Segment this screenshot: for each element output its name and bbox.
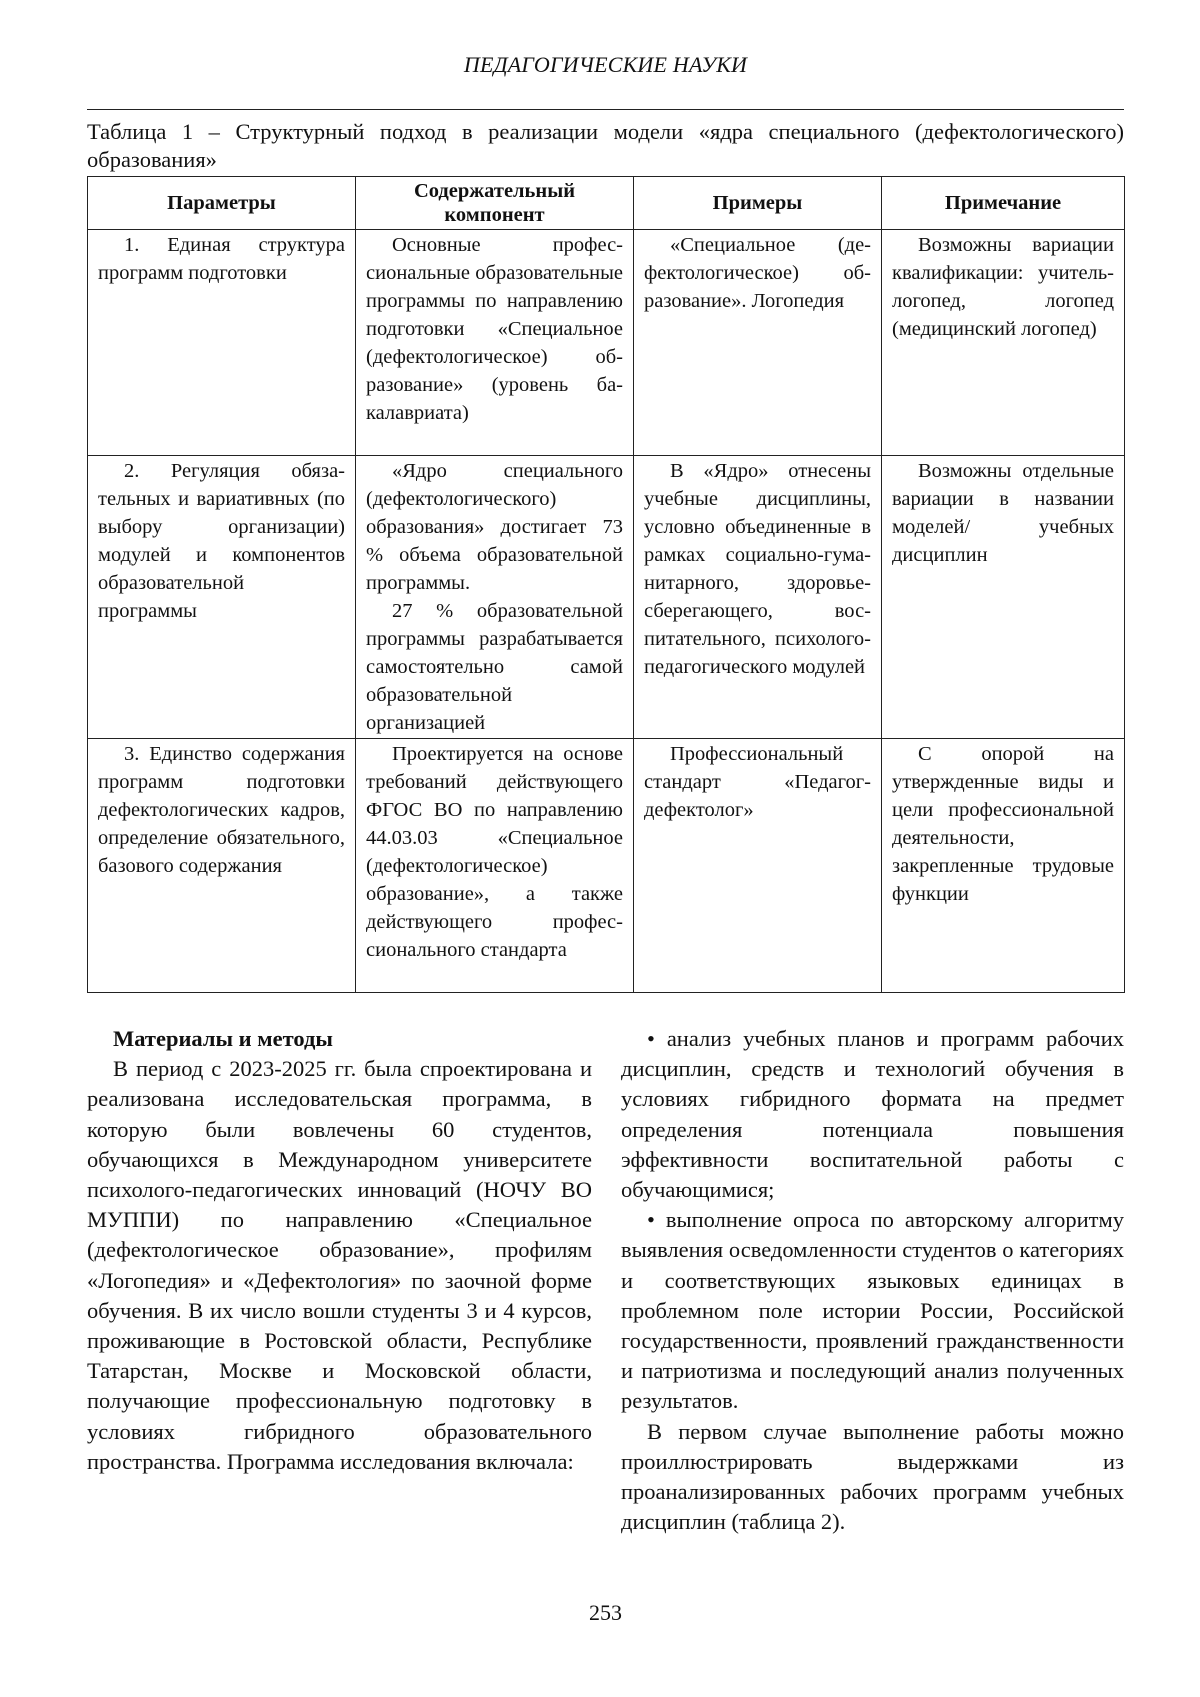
header-divider [87, 109, 1124, 110]
left-column [87, 1024, 592, 1477]
content-text: Основные профессиональные образовательные программы по направлению подготовки «Специальное (дефектологическое) образование» (уровень бакалавриата) [366, 234, 623, 424]
note-cell [882, 456, 1125, 739]
section-heading: Материалы и методы [113, 1026, 333, 1051]
parameter-cell [88, 739, 356, 993]
page-number: 253 [589, 1600, 622, 1625]
examples-cell [634, 456, 882, 739]
parameter-text: 1. Единая структура программ подготовки [98, 234, 345, 284]
note-cell [882, 230, 1125, 456]
column-header-examples: Примеры [634, 177, 882, 230]
content-text: «Ядро специального (дефектологического) образования» достигает 73 % объема образовательной программы. [366, 460, 623, 594]
body-paragraph: В первом случае выполнение работы можно проиллюстрировать выдержками из проанализированных рабочих программ учебных дисциплин (таблица 2). [621, 1418, 1124, 1535]
column-header-parameters: Параметры [88, 177, 356, 230]
content-cell [356, 739, 634, 993]
examples-cell [634, 230, 882, 456]
running-header: ПЕДАГОГИЧЕСКИЕ НАУКИ [463, 52, 748, 77]
table-row [88, 739, 1125, 993]
note-text: Возможны отдельные вариации в названии моделей/ учебных дисциплин [892, 460, 1114, 566]
bullet-item: • анализ учебных планов и программ рабочих дисциплин, средств и технологий обучения в условиях гибридного формата на предмет определения потенциала повышения эффективности воспитательной работы с обучающимися; [621, 1026, 1124, 1203]
content-text: 27 % образовательной программы разрабатывается самостоятельно самой образовательной организацией [366, 600, 623, 734]
examples-cell [634, 739, 882, 993]
examples-text: Профессиональный стандарт «Педагог-дефектолог» [644, 743, 871, 821]
note-cell [882, 739, 1125, 993]
table-caption: Таблица 1 – Структурный подход в реализации модели «ядра специального (дефектологического) образования» [87, 119, 1124, 172]
column-header-content: Содержательный компонент [356, 177, 634, 230]
parameter-text: 2. Регуляция обязательных и вариативных (по выбору организации) модулей и компонентов образовательной программы [98, 460, 345, 622]
parameter-cell [88, 456, 356, 739]
table-header-row [88, 177, 1125, 230]
examples-text: «Специальное (дефектологическое) образование». Логопедия [644, 234, 871, 312]
column-header-notes: Примечание [882, 177, 1125, 230]
content-text: Проектируется на основе требований действующего ФГОС ВО по направлению 44.03.03 «Специальное (дефектологическое) образование», а также действующего профессионального стандарта [366, 743, 623, 961]
note-text: С опорой на утвержденные виды и цели профессиональной деятельности, закрепленные трудовые функции [892, 743, 1114, 905]
parameter-cell [88, 230, 356, 456]
table-row [88, 456, 1125, 739]
note-text: Возможны вариации квалификации: учитель-логопед, логопед (медицинский логопед) [892, 234, 1114, 340]
body-paragraph: В период с 2023-2025 гг. была спроектирована и реализована исследовательская программа, в которую были вовлечены 60 студентов, обучающихся в Международном университете психолого-педагогических инноваций (НОЧУ ВО МУППИ) по направлению «Специальное (дефектологическое образование», профилям «Логопедия» и «Дефектология» по заочной форме обучения. В их число вошли студенты 3 и 4 курсов, проживающие в Ростовской области, Республике Татарстан, Москве и Московской области, получающие профессиональную подготовку в условиях гибридного образовательного пространства. Программа исследования включала: [87, 1056, 592, 1474]
table-1 [87, 176, 1125, 993]
parameter-text: 3. Единство содержания программ подготовки дефектологических кадров, определение обязательного, базового содержания [98, 743, 345, 877]
content-cell [356, 456, 634, 739]
right-column [621, 1024, 1124, 1537]
table-row [88, 230, 1125, 456]
content-cell [356, 230, 634, 456]
examples-text: В «Ядро» отнесены учебные дисциплины, условно объединенные в рамках социально-гуманитарного, здоровьесберегающего, воспитательного, психолого-педагогического модулей [644, 460, 871, 678]
bullet-item: • выполнение опроса по авторскому алгоритму выявления осведомленности студентов о категориях и соответствующих языковых единицах в проблемном поле истории России, Российской государственности, проявлений гражданственности и патриотизма и последующий анализ полученных результатов. [621, 1207, 1124, 1414]
